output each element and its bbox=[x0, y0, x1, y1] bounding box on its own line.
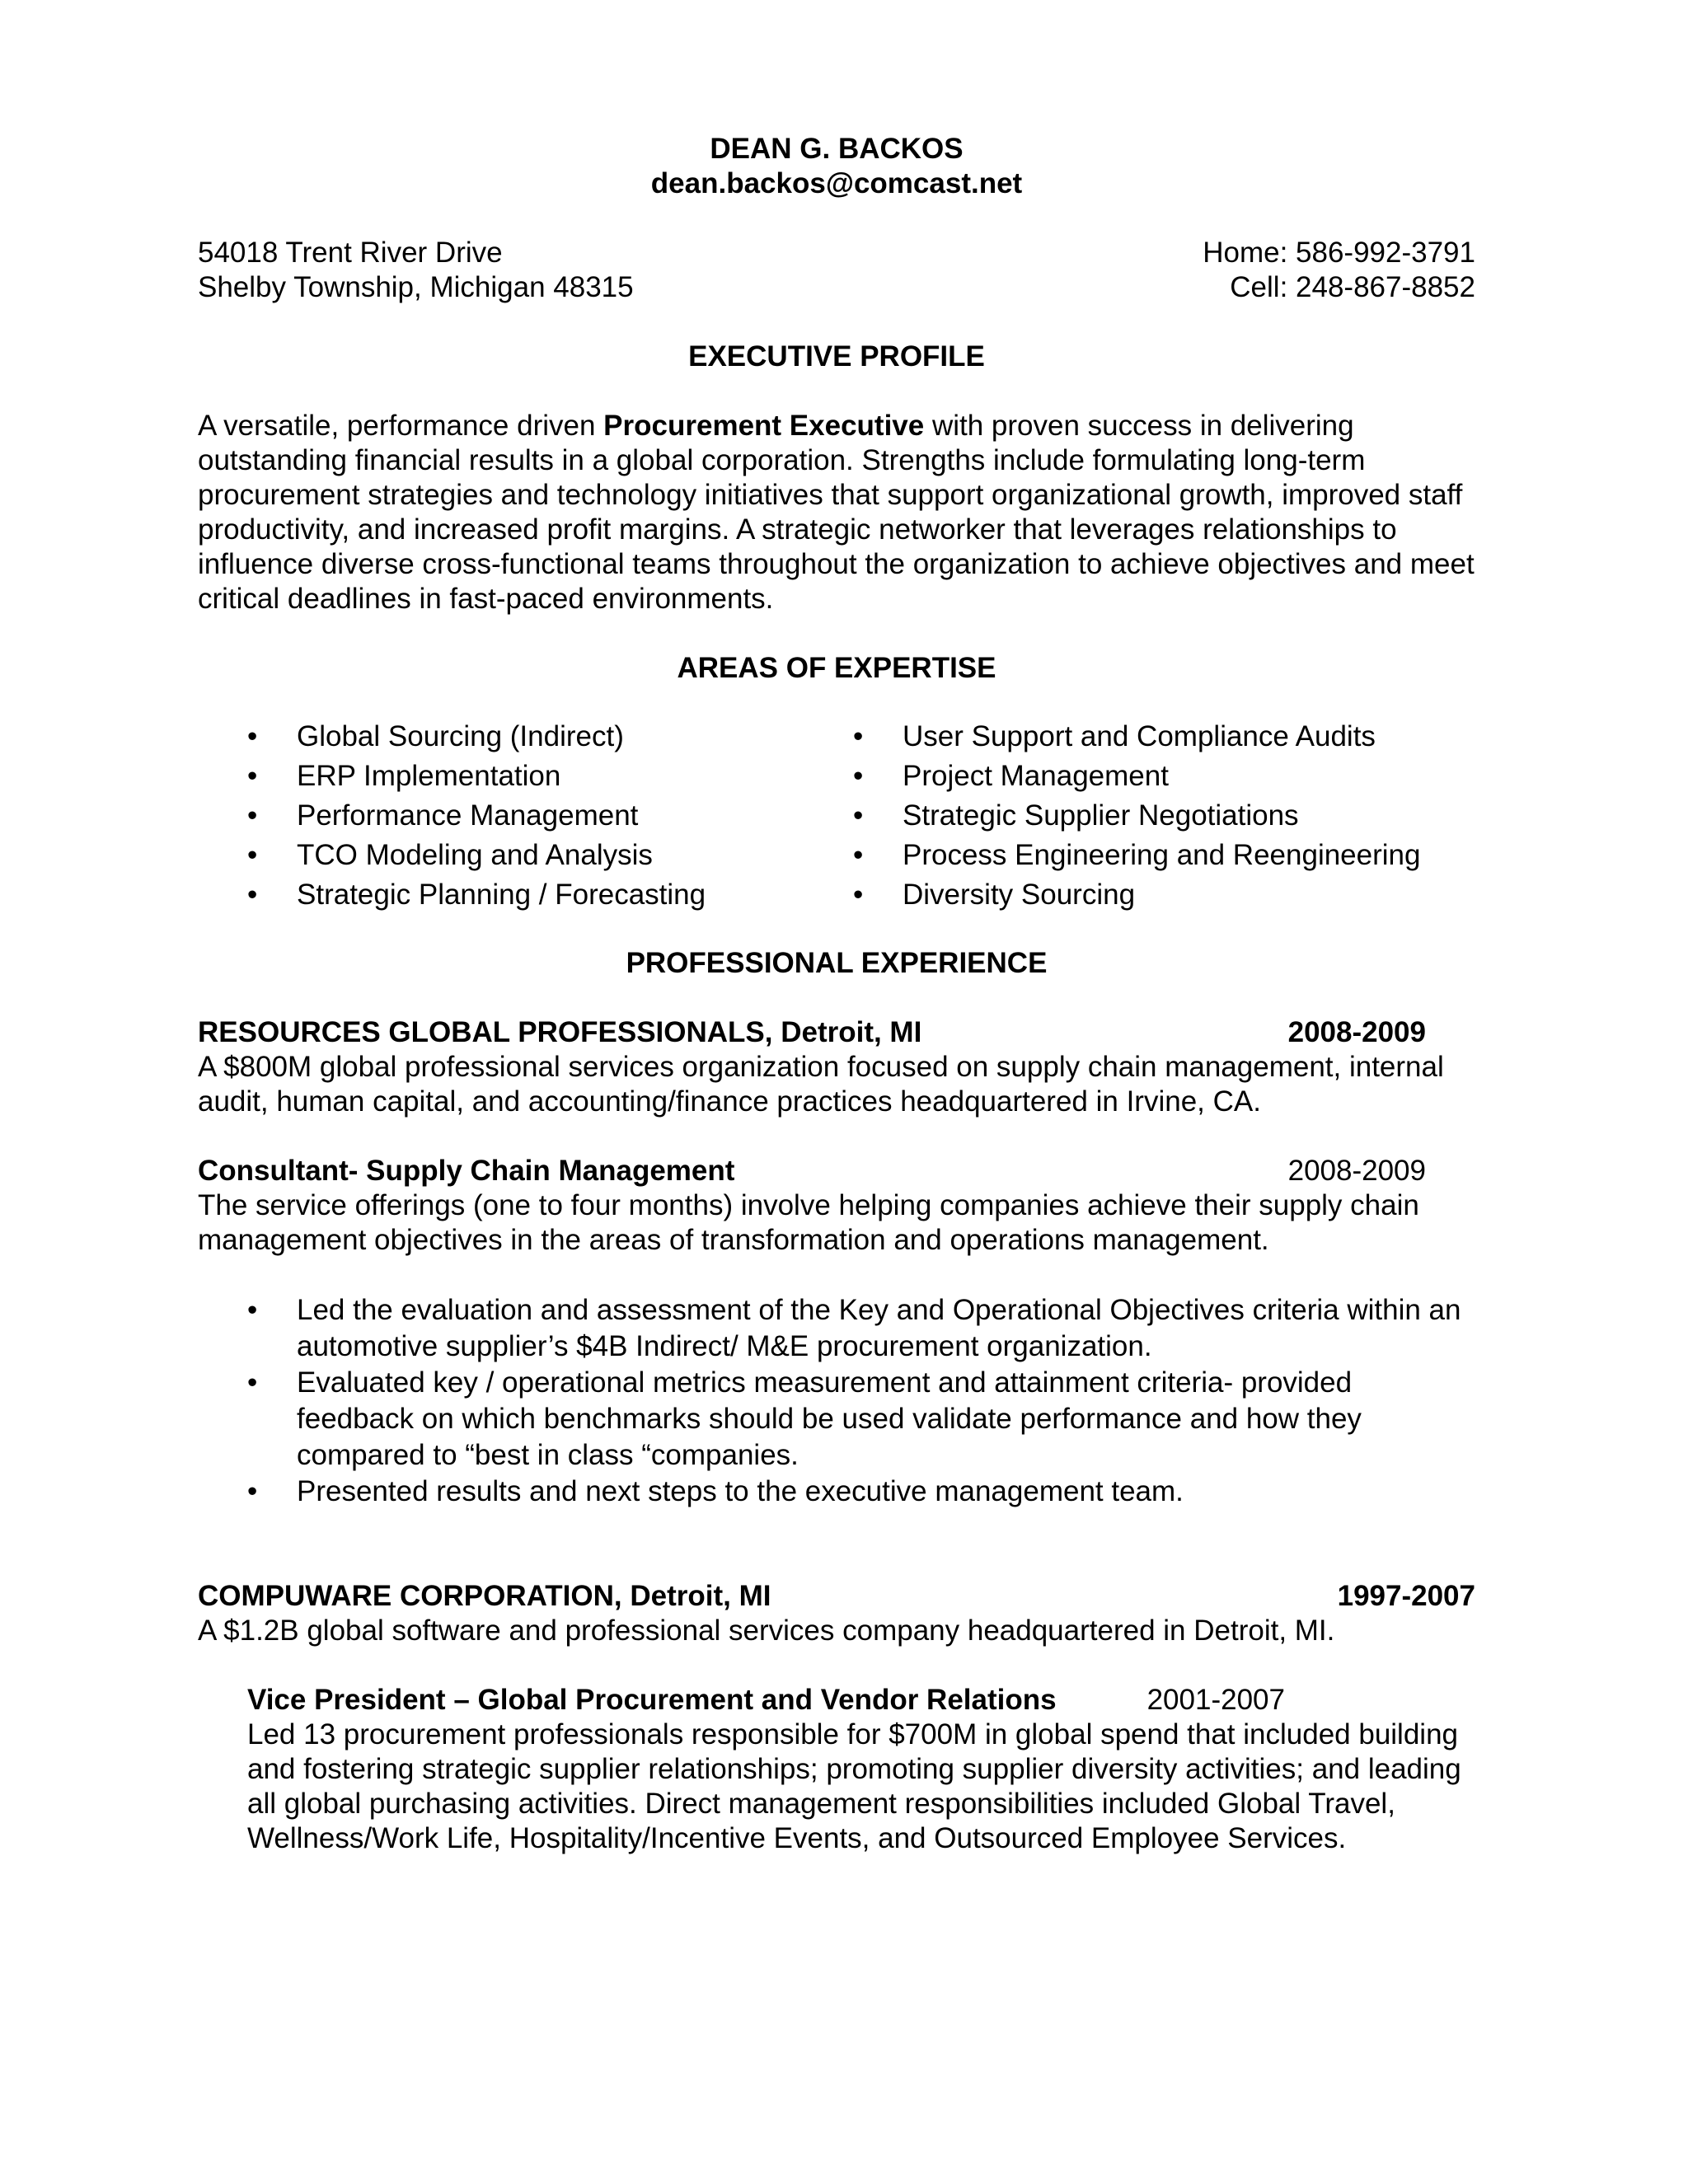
company-years: 1997-2007 bbox=[1337, 1580, 1475, 1612]
expertise-column-left bbox=[247, 717, 853, 915]
list-item: • Presented results and next steps to the executive management team. bbox=[247, 1474, 1475, 1510]
company-name: COMPUWARE CORPORATION, Detroit, MI bbox=[198, 1580, 771, 1612]
list-item: • Strategic Planning / Forecasting bbox=[247, 875, 853, 915]
job-header bbox=[198, 1015, 1426, 1050]
list-item: • TCO Modeling and Analysis bbox=[247, 836, 853, 875]
role-block bbox=[247, 1683, 1475, 1856]
job-header bbox=[198, 1579, 1475, 1614]
resume-page bbox=[198, 132, 1475, 1856]
expertise-column-right bbox=[853, 717, 1459, 915]
candidate-name: DEAN G. BACKOS bbox=[710, 133, 964, 165]
company-name: RESOURCES GLOBAL PROFESSIONALS, Detroit, MI bbox=[198, 1016, 922, 1048]
address-line-2: Shelby Township, Michigan 48315 bbox=[198, 271, 634, 303]
areas-of-expertise-title: AREAS OF EXPERTISE bbox=[677, 652, 996, 684]
profile-text-bold: Procurement Executive bbox=[603, 410, 925, 442]
list-item: • Strategic Supplier Negotiations bbox=[853, 796, 1459, 836]
role-years: 2008-2009 bbox=[1287, 1155, 1426, 1187]
executive-profile-text bbox=[198, 409, 1475, 616]
home-phone: Home: 586-992-3791 bbox=[1203, 237, 1475, 269]
role-achievements bbox=[247, 1292, 1475, 1510]
list-item: • Global Sourcing (Indirect) bbox=[247, 717, 853, 757]
expertise-list bbox=[198, 717, 1475, 915]
profile-text-before: A versatile, performance driven bbox=[198, 410, 604, 442]
role-description: The service offerings (one to four months) involve helping companies achieve their supply chain management objectives in the areas of transformation and operations management. bbox=[198, 1189, 1419, 1256]
cell-phone: Cell: 248-867-8852 bbox=[1230, 271, 1475, 303]
professional-experience-title: PROFESSIONAL EXPERIENCE bbox=[626, 947, 1048, 979]
profile-text-after: with proven success in delivering outstanding financial results in a global corporation. Strengths include formulating long-term procurement strategies and technology initiatives that support organizational growth, improved staff productivity, and increased profit margins. A strategic networker that leverages relationships to influence diverse cross-functional teams throughout the organization to achieve objectives and meet critical deadlines in fast-paced environments. bbox=[198, 410, 1475, 615]
role-title: Vice President – Global Procurement and Vendor Relations bbox=[247, 1684, 1057, 1716]
role-header bbox=[247, 1683, 1475, 1718]
role-years: 2001-2007 bbox=[1146, 1684, 1285, 1716]
role-description: Led 13 procurement professionals responsible for $700M in global spend that included building and fostering strategic supplier relationships; promoting supplier diversity activities; and leading all global purchasing activities. Direct management responsibilities included Global Travel, Wellness/Work Life, Hospitality/Incentive Events, and Outsourced Employee Services. bbox=[247, 1718, 1461, 1854]
address bbox=[198, 236, 634, 305]
candidate-email: dean.backos@comcast.net bbox=[650, 167, 1023, 199]
list-item: • Performance Management bbox=[247, 796, 853, 836]
list-item: • Evaluated key / operational metrics measurement and attainment criteria- provided feedback on which benchmarks should be used validate performance and how they compared to “best in class “companies. bbox=[247, 1365, 1475, 1474]
list-item: • ERP Implementation bbox=[247, 757, 853, 796]
list-item: • Diversity Sourcing bbox=[853, 875, 1459, 915]
role-title: Consultant- Supply Chain Management bbox=[198, 1155, 735, 1187]
company-description: A $1.2B global software and professional services company headquartered in Detroit, MI. bbox=[198, 1615, 1335, 1647]
company-description: A $800M global professional services organization focused on supply chain management, internal audit, human capital, and accounting/finance practices headquartered in Irvine, CA. bbox=[198, 1051, 1444, 1118]
list-item: • Led the evaluation and assessment of the Key and Operational Objectives criteria within an automotive supplier’s $4B Indirect/ M&E procurement organization. bbox=[247, 1292, 1475, 1365]
list-item: • Process Engineering and Reengineering bbox=[853, 836, 1459, 875]
address-line-1: 54018 Trent River Drive bbox=[198, 237, 503, 269]
company-years: 2008-2009 bbox=[1287, 1016, 1426, 1048]
role-header bbox=[198, 1154, 1426, 1188]
phones bbox=[1203, 236, 1475, 305]
contact-block bbox=[198, 236, 1475, 305]
list-item: • Project Management bbox=[853, 757, 1459, 796]
list-item: • User Support and Compliance Audits bbox=[853, 717, 1459, 757]
executive-profile-title: EXECUTIVE PROFILE bbox=[688, 340, 985, 373]
